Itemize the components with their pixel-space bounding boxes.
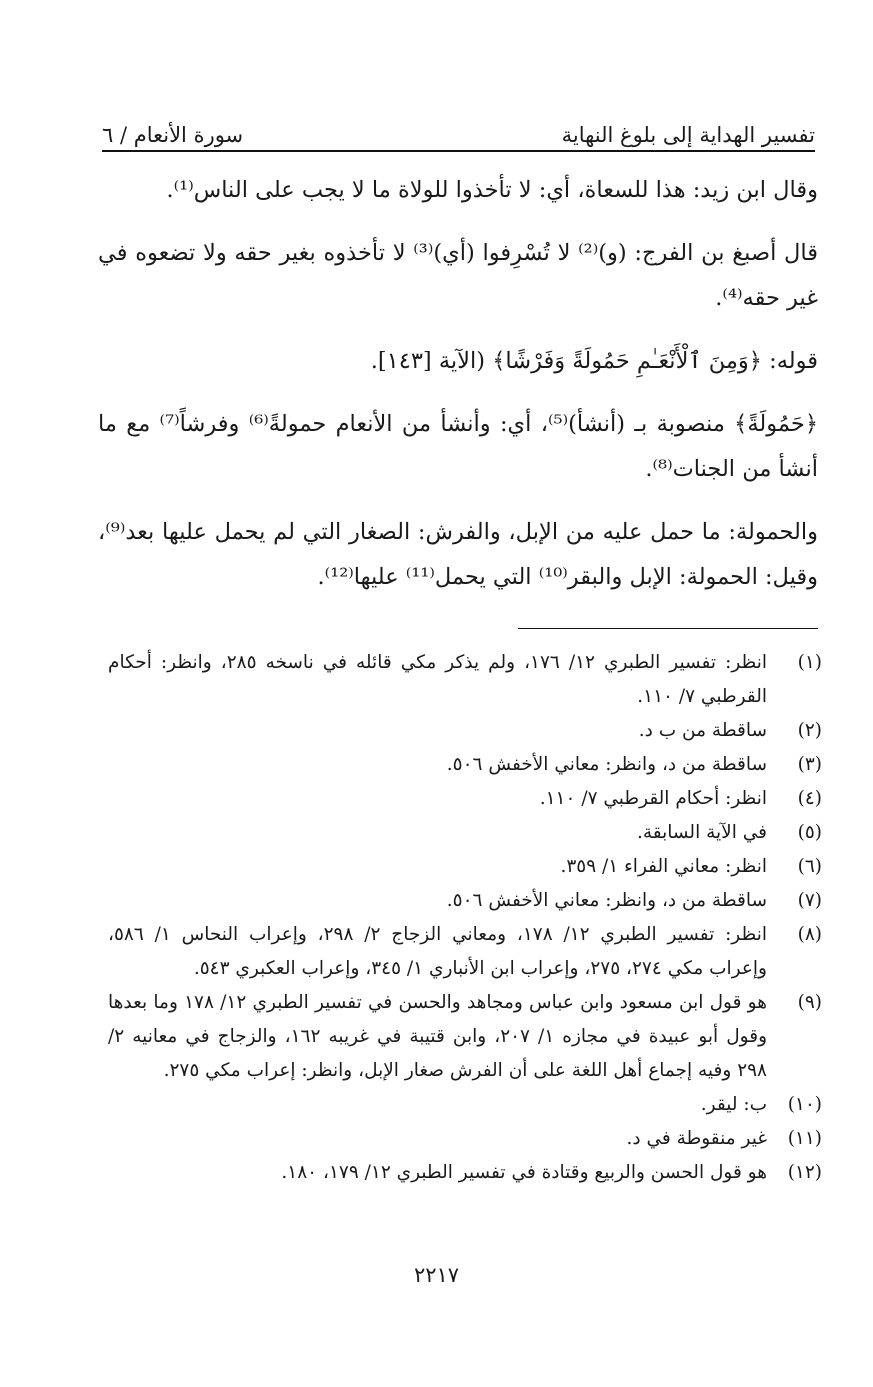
footnote-number: (٣) bbox=[797, 754, 822, 775]
footnote-text: في الآية السابقة. bbox=[636, 822, 767, 843]
header-divider bbox=[102, 150, 815, 152]
page-header bbox=[102, 108, 815, 148]
footnote-text: ب: ليقر. bbox=[700, 1094, 767, 1115]
footnote-number: (٥) bbox=[797, 822, 822, 843]
footnote-text: ساقطة من د، وانظر: معاني الأخفش ٥٠٦. bbox=[446, 754, 767, 775]
page-number: ٢٢١٧ bbox=[413, 1263, 460, 1287]
footnote-text: هو قول الحسن والربيع وقتادة في تفسير الطبري ١٢/ ١٧٩، ١٨٠. bbox=[281, 1162, 767, 1183]
paragraph: والحمولة: ما حمل عليه من الإبل، والفرش: الصغار التي لم يحمل عليها بعد⁽⁹⁾، وقيل: الحمولة: الإبل والبقر⁽¹⁰⁾ التي يحمل⁽¹¹⁾ عليها⁽¹²⁾. bbox=[98, 519, 818, 590]
footnote-number: (٩) bbox=[797, 992, 822, 1013]
footnote bbox=[108, 748, 822, 782]
paragraph: ﴿حَمُولَةً﴾ منصوبة بـ (أنشأ)⁽⁵⁾، أي: وأنشأ من الأنعام حمولةً⁽⁶⁾ وفرشاً⁽⁷⁾ مع ما أنشأ من الجنات⁽⁸⁾. bbox=[98, 411, 819, 482]
book-title: تفسير الهداية إلى بلوغ النهاية bbox=[561, 122, 815, 147]
footnote-number: (١) bbox=[797, 652, 822, 673]
footnote-text: انظر: أحكام القرطبي ٧/ ١١٠. bbox=[539, 788, 767, 809]
footnote-text: ساقطة من د، وانظر: معاني الأخفش ٥٠٦. bbox=[446, 890, 767, 911]
paragraph: قال أصبغ بن الفرج: (و)⁽²⁾ لا تُسْرِفوا (أي)⁽³⁾ لا تأخذوه بغير حقه ولا تضعوه في غير حقه⁽⁴⁾. bbox=[98, 240, 818, 311]
footnote-number: (٦) bbox=[797, 856, 822, 877]
footnote bbox=[108, 918, 822, 986]
footnote bbox=[108, 816, 822, 850]
footnote-number: (١٢) bbox=[787, 1162, 822, 1183]
footnote bbox=[108, 850, 822, 884]
footnote-number: (١٠) bbox=[787, 1094, 822, 1115]
footnotes bbox=[108, 646, 822, 1190]
footnote bbox=[108, 714, 822, 748]
footnote-number: (٨) bbox=[797, 924, 822, 945]
footnote-text: انظر: تفسير الطبري ١٢/ ١٧٦، ولم يذكر مكي قائله في ناسخه ٢٨٥، وانظر: أحكام القرطبي ٧/ ١١٠. bbox=[108, 652, 767, 707]
main-text bbox=[98, 168, 818, 618]
footnote bbox=[108, 646, 822, 714]
footnote bbox=[108, 986, 822, 1088]
footnote-number: (٤) bbox=[797, 788, 822, 809]
footnote-text: ساقطة من ب د. bbox=[638, 720, 767, 741]
surah-label: سورة الأنعام / ٦ bbox=[102, 122, 244, 147]
footnote-text: انظر: معاني الفراء ١/ ٣٥٩. bbox=[560, 856, 767, 877]
footnote-number: (٧) bbox=[797, 890, 822, 911]
footnote bbox=[108, 782, 822, 816]
footnote bbox=[108, 1156, 822, 1190]
verse-paragraph: قوله: ﴿وَمِنَ ٱلْأَنْعَـٰمِ حَمُولَةً وَفَرْشًا﴾ (الآية [١٤٣]. bbox=[370, 348, 818, 374]
footnote-text: انظر: تفسير الطبري ١٢/ ١٧٨، ومعاني الزجاج ٢/ ٢٩٨، وإعراب النحاس ١/ ٥٨٦، وإعراب مكي ٢٧٤، ٢٧٥، وإعراب ابن الأنباري ١/ ٣٤٥، وإعراب العكبري ٥٤٣. bbox=[108, 924, 767, 979]
footnote-divider bbox=[518, 628, 818, 629]
footnote bbox=[108, 1122, 822, 1156]
paragraph: وقال ابن زيد: هذا للسعاة، أي: لا تأخذوا للولاة ما لا يجب على الناس⁽¹⁾. bbox=[166, 177, 818, 203]
footnote-number: (١١) bbox=[787, 1128, 822, 1149]
footnote bbox=[108, 884, 822, 918]
footnote-text: هو قول ابن مسعود وابن عباس ومجاهد والحسن في تفسير الطبري ١٢/ ١٧٨ وما بعدها وقول أبو عبيدة في مجازه ١/ ٢٠٧، وابن قتيبة في غريبه ١٦٢، والزجاج في معانيه ٢/ ٢٩٨ وفيه إجماع أهل اللغة على أن الفرش صغار الإبل، وانظر: إعراب مكي ٢٧٥. bbox=[108, 992, 768, 1081]
footnote-text: غير منقوطة في د. bbox=[626, 1128, 767, 1149]
footnote bbox=[108, 1088, 822, 1122]
footnote-number: (٢) bbox=[797, 720, 822, 741]
